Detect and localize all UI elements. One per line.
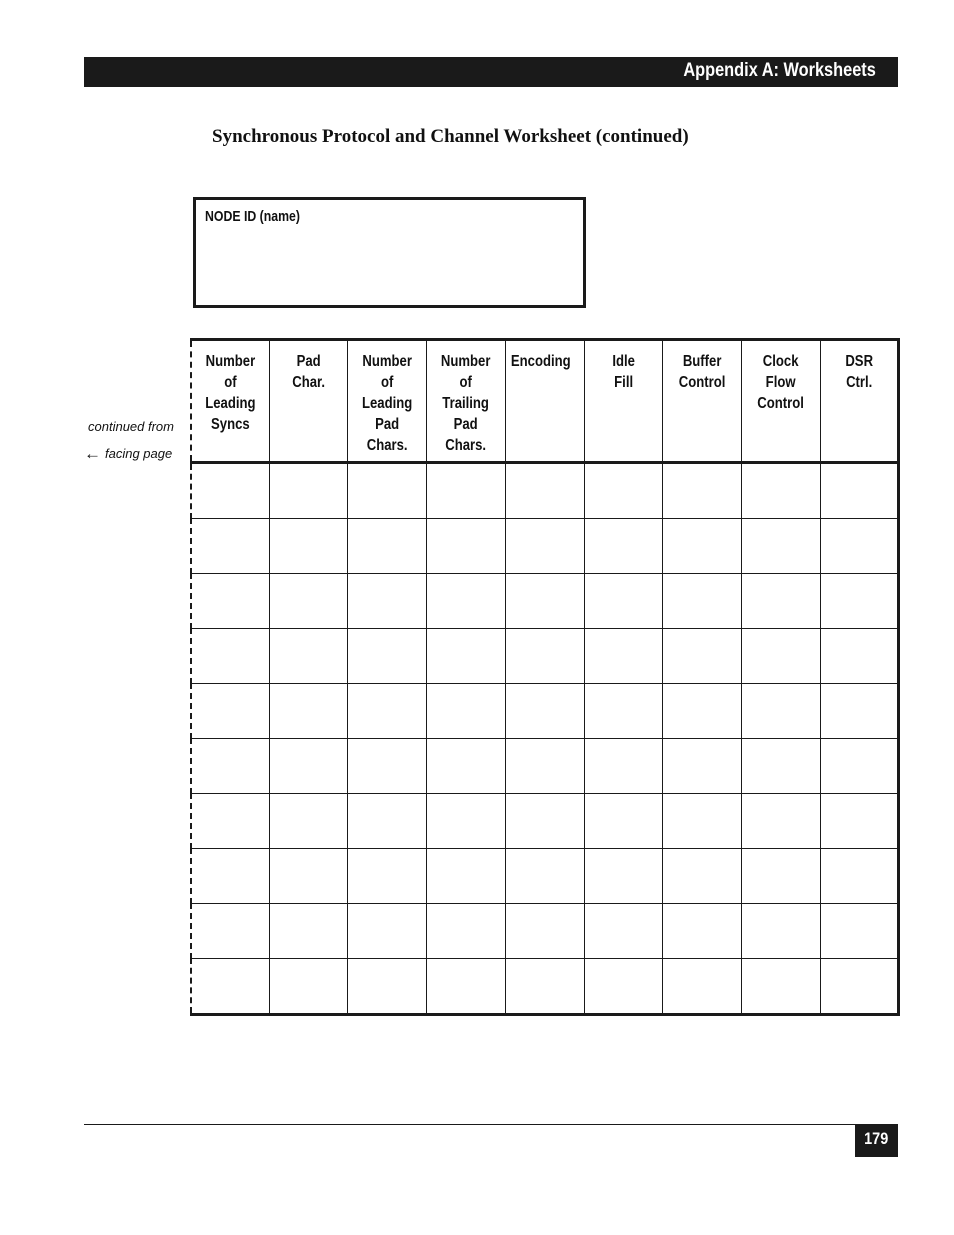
page-number-text: 179 bbox=[864, 1129, 889, 1148]
column-header: DSR Ctrl. bbox=[820, 340, 898, 463]
column-header: Clock Flow Control bbox=[742, 340, 820, 463]
table-cell[interactable] bbox=[663, 794, 742, 849]
table-cell[interactable] bbox=[427, 739, 505, 794]
page-number bbox=[855, 1124, 898, 1157]
table-cell[interactable] bbox=[505, 849, 584, 904]
table-cell[interactable] bbox=[269, 959, 347, 1015]
worksheet-table bbox=[190, 338, 900, 1016]
table-cell[interactable] bbox=[427, 849, 505, 904]
table-cell[interactable] bbox=[742, 739, 820, 794]
table-cell[interactable] bbox=[584, 684, 662, 739]
table-row bbox=[191, 519, 899, 574]
table-row bbox=[191, 904, 899, 959]
table-cell[interactable] bbox=[663, 519, 742, 574]
table-cell[interactable] bbox=[348, 849, 427, 904]
table-cell[interactable] bbox=[820, 629, 898, 684]
table-cell[interactable] bbox=[348, 959, 427, 1015]
table-cell[interactable] bbox=[742, 959, 820, 1015]
table-cell[interactable] bbox=[427, 959, 505, 1015]
table-cell[interactable] bbox=[191, 463, 269, 519]
table-cell[interactable] bbox=[584, 574, 662, 629]
table-row bbox=[191, 463, 899, 519]
table-cell[interactable] bbox=[742, 684, 820, 739]
table-row bbox=[191, 794, 899, 849]
page-title: Synchronous Protocol and Channel Worksheet (continued) bbox=[212, 126, 689, 147]
table-cell[interactable] bbox=[742, 904, 820, 959]
table-cell[interactable] bbox=[348, 519, 427, 574]
table-row bbox=[191, 959, 899, 1015]
table-cell[interactable] bbox=[427, 574, 505, 629]
table-cell[interactable] bbox=[742, 849, 820, 904]
table-cell[interactable] bbox=[348, 739, 427, 794]
header-row bbox=[191, 340, 899, 463]
table-row bbox=[191, 849, 899, 904]
table-cell[interactable] bbox=[505, 794, 584, 849]
table-cell[interactable] bbox=[663, 574, 742, 629]
table-cell[interactable] bbox=[742, 629, 820, 684]
table-cell[interactable] bbox=[427, 794, 505, 849]
table-cell[interactable] bbox=[348, 684, 427, 739]
table-cell[interactable] bbox=[427, 519, 505, 574]
table-cell[interactable] bbox=[505, 629, 584, 684]
table-row bbox=[191, 574, 899, 629]
table-cell[interactable] bbox=[191, 574, 269, 629]
table-cell[interactable] bbox=[820, 463, 898, 519]
table-cell[interactable] bbox=[742, 574, 820, 629]
table-cell[interactable] bbox=[584, 794, 662, 849]
table-cell[interactable] bbox=[820, 574, 898, 629]
table-cell[interactable] bbox=[820, 519, 898, 574]
column-header: Idle Fill bbox=[584, 340, 662, 463]
table-cell[interactable] bbox=[269, 739, 347, 794]
continued-from-note: continued from bbox=[88, 419, 174, 434]
table-cell[interactable] bbox=[820, 794, 898, 849]
section-title: Appendix A: Worksheets bbox=[683, 60, 876, 81]
table-cell[interactable] bbox=[820, 849, 898, 904]
table-cell[interactable] bbox=[191, 684, 269, 739]
table-cell[interactable] bbox=[505, 959, 584, 1015]
table-cell[interactable] bbox=[820, 904, 898, 959]
table-cell[interactable] bbox=[742, 794, 820, 849]
table-cell[interactable] bbox=[269, 904, 347, 959]
table-row bbox=[191, 684, 899, 739]
table-cell[interactable] bbox=[427, 684, 505, 739]
table-cell[interactable] bbox=[269, 574, 347, 629]
table-cell[interactable] bbox=[269, 684, 347, 739]
table-cell[interactable] bbox=[505, 739, 584, 794]
table-cell[interactable] bbox=[820, 684, 898, 739]
footer-rule bbox=[84, 1124, 898, 1125]
table-cell[interactable] bbox=[820, 959, 898, 1015]
table-cell[interactable] bbox=[584, 629, 662, 684]
table-cell[interactable] bbox=[584, 904, 662, 959]
table-cell[interactable] bbox=[269, 519, 347, 574]
column-header: Encoding bbox=[505, 340, 584, 463]
facing-page-text: facing page bbox=[105, 446, 173, 461]
table-cell[interactable] bbox=[427, 904, 505, 959]
table-cell[interactable] bbox=[191, 794, 269, 849]
column-header: Pad Char. bbox=[269, 340, 347, 463]
table-cell[interactable] bbox=[505, 684, 584, 739]
facing-page-note bbox=[84, 444, 172, 464]
table-cell[interactable] bbox=[505, 519, 584, 574]
table-cell[interactable] bbox=[269, 849, 347, 904]
node-id-box[interactable] bbox=[193, 197, 586, 308]
table-cell[interactable] bbox=[191, 959, 269, 1015]
table-cell[interactable] bbox=[663, 904, 742, 959]
table-cell[interactable] bbox=[663, 739, 742, 794]
table-cell[interactable] bbox=[820, 739, 898, 794]
table-cell[interactable] bbox=[348, 794, 427, 849]
table-cell[interactable] bbox=[427, 629, 505, 684]
table-cell[interactable] bbox=[505, 463, 584, 519]
table-row bbox=[191, 629, 899, 684]
table-cell[interactable] bbox=[742, 519, 820, 574]
table-cell[interactable] bbox=[663, 463, 742, 519]
worksheet-body bbox=[191, 463, 899, 1015]
table-cell[interactable] bbox=[663, 629, 742, 684]
table-cell[interactable] bbox=[191, 519, 269, 574]
node-id-label: NODE ID (name) bbox=[205, 208, 301, 225]
table-cell[interactable] bbox=[348, 904, 427, 959]
table-cell[interactable] bbox=[191, 629, 269, 684]
table-cell[interactable] bbox=[742, 463, 820, 519]
table-cell[interactable] bbox=[348, 463, 427, 519]
table-cell[interactable] bbox=[191, 739, 269, 794]
table-cell[interactable] bbox=[505, 574, 584, 629]
table-cell[interactable] bbox=[269, 463, 347, 519]
table-row bbox=[191, 739, 899, 794]
column-header: Number of Trailing Pad Chars. bbox=[427, 340, 505, 463]
table-cell[interactable] bbox=[269, 794, 347, 849]
table-cell[interactable] bbox=[348, 574, 427, 629]
section-header-bar bbox=[84, 57, 898, 87]
table-cell[interactable] bbox=[584, 519, 662, 574]
table-cell[interactable] bbox=[269, 629, 347, 684]
table-cell[interactable] bbox=[584, 849, 662, 904]
table-cell[interactable] bbox=[191, 849, 269, 904]
table-cell[interactable] bbox=[663, 959, 742, 1015]
column-header: Buffer Control bbox=[663, 340, 742, 463]
column-header: Number of Leading Syncs bbox=[191, 340, 269, 463]
table-cell[interactable] bbox=[348, 629, 427, 684]
table-cell[interactable] bbox=[427, 463, 505, 519]
left-arrow-icon: ← bbox=[84, 444, 101, 463]
table-cell[interactable] bbox=[663, 684, 742, 739]
column-header: Number of Leading Pad Chars. bbox=[348, 340, 427, 463]
table-cell[interactable] bbox=[505, 904, 584, 959]
table-cell[interactable] bbox=[584, 739, 662, 794]
table-cell[interactable] bbox=[663, 849, 742, 904]
table-cell[interactable] bbox=[584, 463, 662, 519]
table-cell[interactable] bbox=[584, 959, 662, 1015]
table-cell[interactable] bbox=[191, 904, 269, 959]
